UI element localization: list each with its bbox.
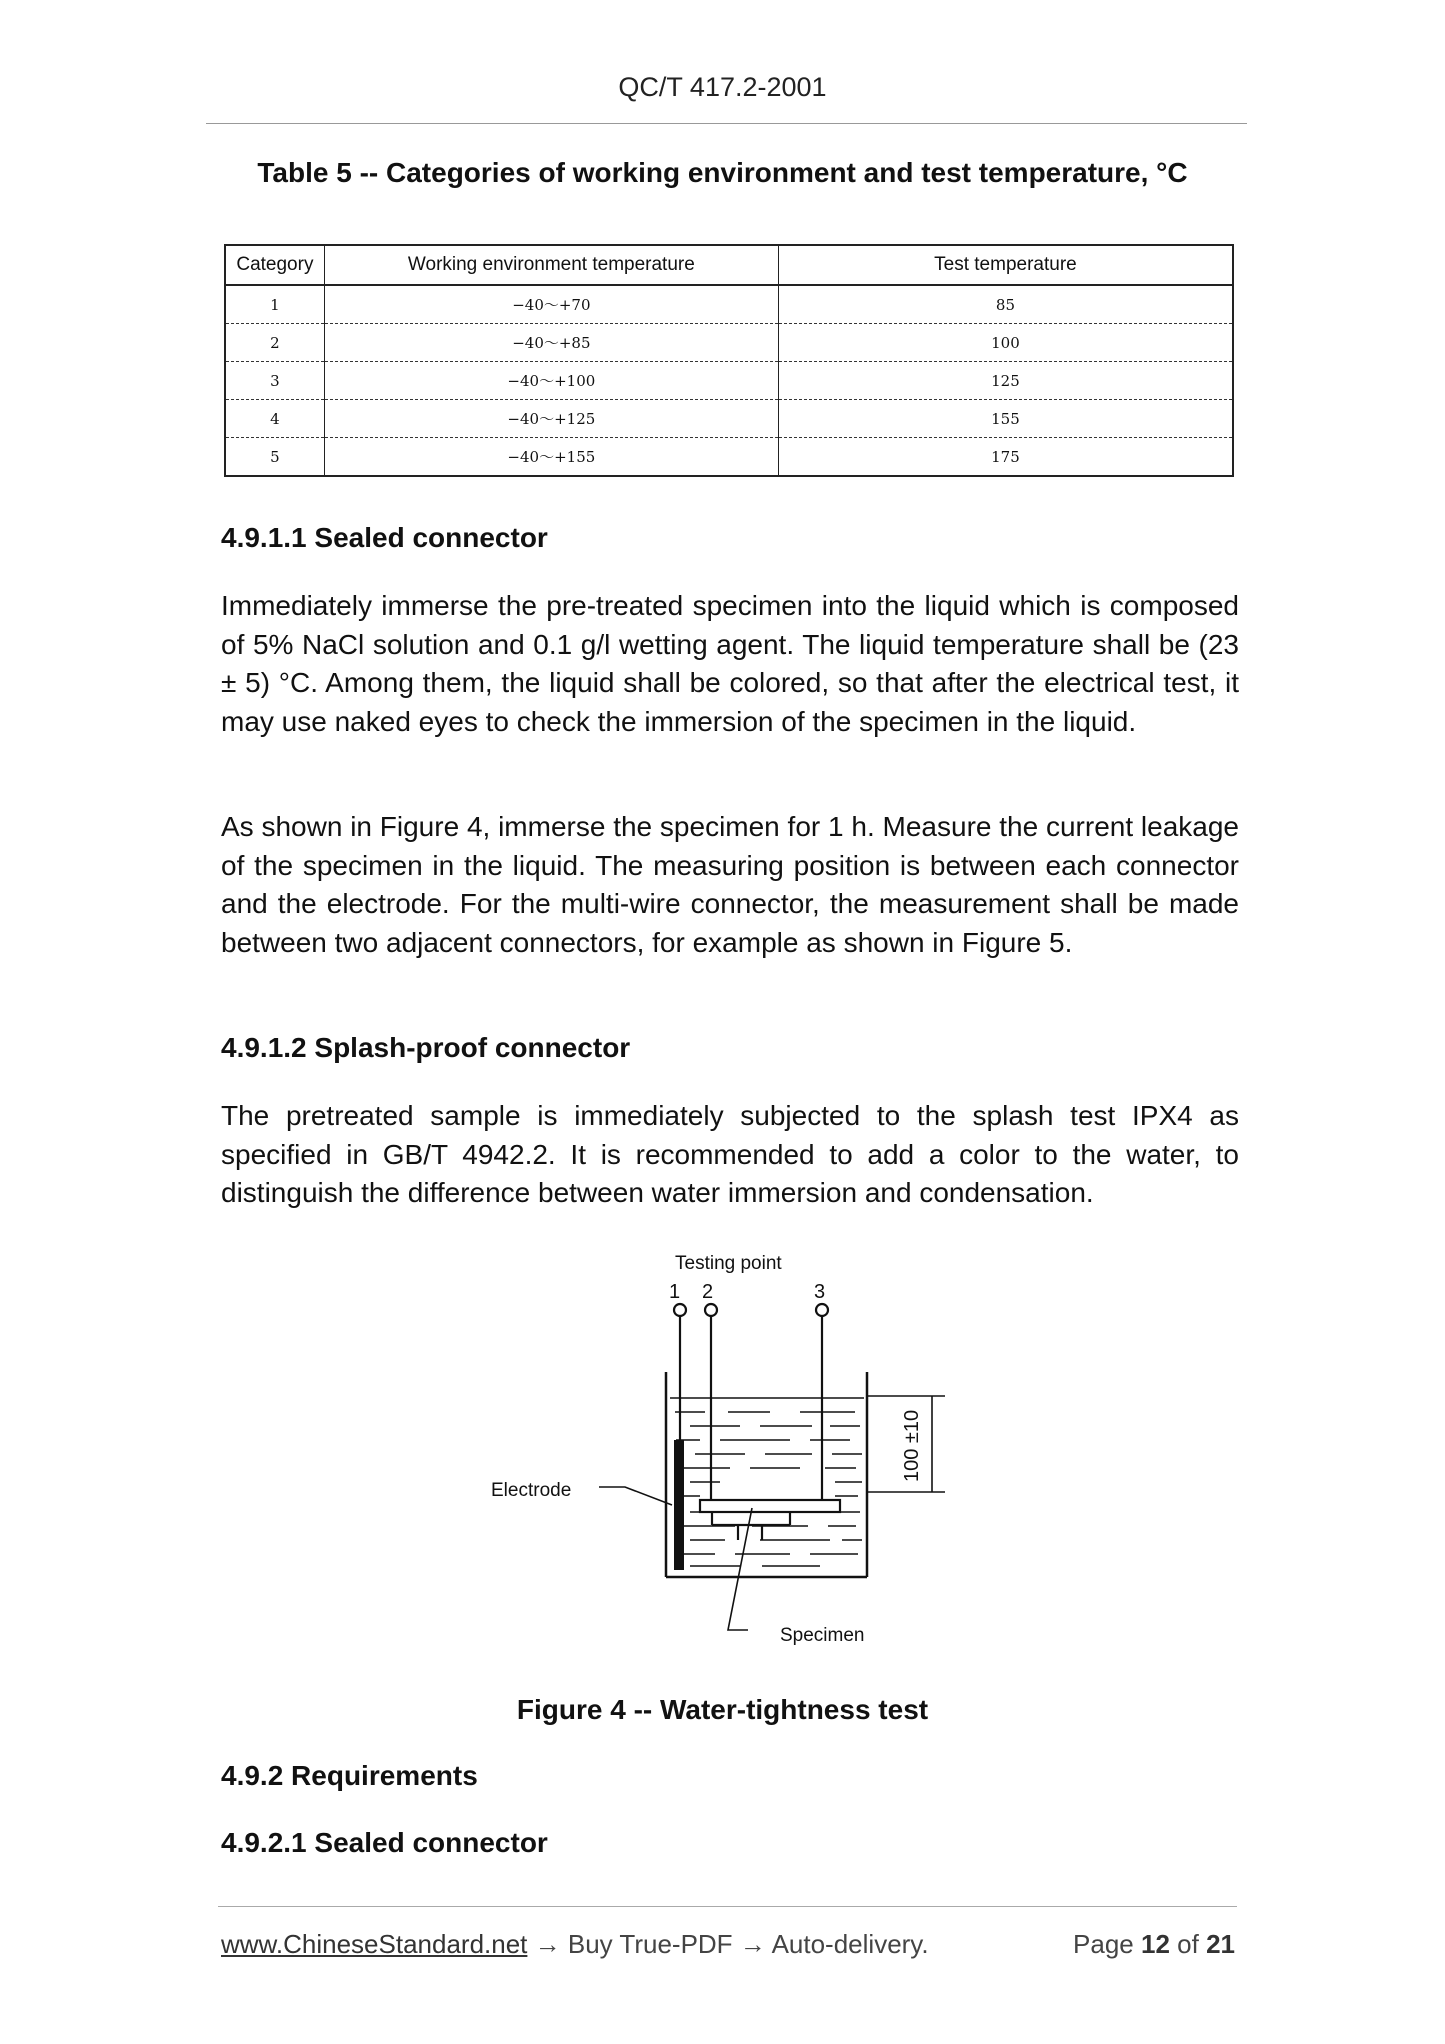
cell-test-temp: 155 <box>778 400 1233 438</box>
cell-test-temp: 175 <box>778 438 1233 477</box>
electrode-plate <box>674 1440 684 1570</box>
electrode-label: Electrode <box>491 1480 572 1501</box>
figure-4-caption: Figure 4 -- Water-tightness test <box>516 1694 929 1725</box>
cell-category: 4 <box>225 400 324 438</box>
figure-4-diagram <box>470 1240 970 1660</box>
table-row <box>225 362 1233 400</box>
cell-test-temp: 100 <box>778 324 1233 362</box>
dimension-label: 100 ±10 <box>901 1409 923 1482</box>
cell-working-temp: −40～+100 <box>324 362 778 400</box>
current-page: 12 <box>1141 1929 1170 1959</box>
column-header-category: Category <box>225 245 324 285</box>
test-point-2-label: 2 <box>702 1281 714 1303</box>
document-code-header: QC/T 417.2-2001 <box>618 72 827 102</box>
paragraph-sealed-connector-procedure <box>221 587 1239 741</box>
cell-working-temp: −40～+70 <box>324 285 778 324</box>
beaker <box>666 1372 867 1577</box>
liquid-lines <box>670 1398 864 1566</box>
cell-category: 2 <box>225 324 324 362</box>
footer-divider <box>218 1906 1237 1907</box>
table-row <box>225 438 1233 477</box>
paragraph-splash-proof <box>221 1097 1239 1213</box>
paragraph-text: Immediately immerse the pre-treated specimen into the liquid which is composed of 5% NaCl solution and 0.1 g/l wetting agent. The liquid temperature shall be (23 ± 5) °C. Among them, the liquid shall be colored, so that after the electrical test, it may use naked eyes to check the immersion of the specimen in the liquid. <box>221 590 1239 737</box>
page-word: Page <box>1073 1929 1134 1959</box>
paragraph-text: The pretreated sample is immediately subjected to the splash test IPX4 as specified in GB/T 4942.2. It is recommended to add a color to the water, to distinguish the difference between water immersion and condensation. <box>221 1100 1239 1208</box>
cell-category: 1 <box>225 285 324 324</box>
testing-point-label: Testing point <box>675 1253 782 1274</box>
page-number <box>1073 1929 1235 1960</box>
total-pages: 21 <box>1206 1929 1235 1959</box>
section-heading-4-9-2-1: 4.9.2.1 Sealed connector <box>221 1827 548 1858</box>
of-word: of <box>1177 1929 1199 1959</box>
website-link[interactable]: www.ChineseStandard.net <box>221 1929 528 1959</box>
electrode-leader <box>599 1487 672 1505</box>
cell-category: 5 <box>225 438 324 477</box>
footer-promo-text: → Buy True-PDF → Auto-delivery. <box>527 1929 929 1959</box>
paragraph-text: As shown in Figure 4, immerse the specimen for 1 h. Measure the current leakage of the specimen in the liquid. The measuring position is between each connector and the electrode. For the multi-wire connector, the measurement shall be made between two adjacent connectors, for example as shown in Figure 5. <box>221 811 1239 958</box>
section-heading-4-9-1-1: 4.9.1.1 Sealed connector <box>221 522 548 553</box>
table-header-row <box>225 245 1233 285</box>
test-point-3-label: 3 <box>814 1281 826 1303</box>
cell-test-temp: 125 <box>778 362 1233 400</box>
footer-promo <box>221 1929 929 1960</box>
cell-test-temp: 85 <box>778 285 1233 324</box>
specimen-label: Specimen <box>780 1625 865 1646</box>
table-row <box>225 285 1233 324</box>
section-heading-4-9-1-2: 4.9.1.2 Splash-proof connector <box>221 1032 631 1063</box>
header-divider <box>206 123 1247 124</box>
table-row <box>225 400 1233 438</box>
cell-working-temp: −40～+125 <box>324 400 778 438</box>
column-header-working-environment: Working environment temperature <box>324 245 778 285</box>
column-header-test-temperature: Test temperature <box>778 245 1233 285</box>
paragraph-immersion-measurement <box>221 808 1239 962</box>
cell-working-temp: −40～+155 <box>324 438 778 477</box>
specimen-shape <box>700 1500 840 1540</box>
test-point-1-label: 1 <box>669 1281 681 1303</box>
cell-category: 3 <box>225 362 324 400</box>
table-row <box>225 324 1233 362</box>
table-5-title: Table 5 -- Categories of working environment and test temperature, °C <box>257 157 1188 188</box>
section-heading-4-9-2: 4.9.2 Requirements <box>221 1760 478 1791</box>
table-5 <box>224 244 1234 477</box>
cell-working-temp: −40～+85 <box>324 324 778 362</box>
terminals <box>674 1304 828 1500</box>
